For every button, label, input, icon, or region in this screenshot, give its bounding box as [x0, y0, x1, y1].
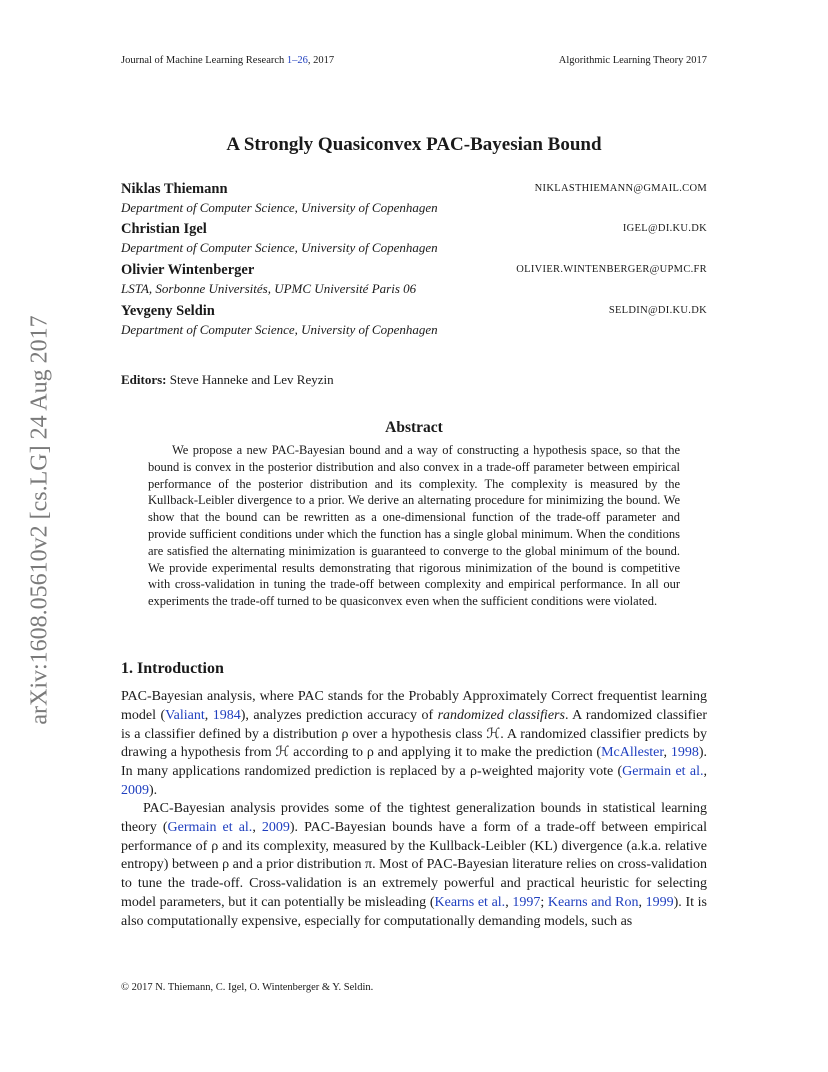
citation-link[interactable]: Germain et al. — [167, 819, 253, 835]
author-name: Niklas Thiemann — [121, 181, 228, 197]
citation-link[interactable]: McAllester — [601, 745, 664, 761]
author-block — [121, 221, 707, 256]
running-header-venue: Algorithmic Learning Theory 2017 — [558, 55, 707, 66]
editors-line — [121, 372, 334, 388]
citation-year-link[interactable]: 1997 — [512, 894, 541, 910]
emphasis: randomized classifiers — [437, 707, 565, 723]
citation-link[interactable]: Kearns et al. — [434, 894, 506, 910]
text-run: PAC-Bayesian analysis provides some of the tightest generalization bounds in statistical learning theory ( — [121, 801, 707, 835]
running-header-journal — [121, 55, 334, 66]
section-heading: 1. Introduction — [121, 660, 224, 677]
author-name: Yevgeny Seldin — [121, 303, 215, 319]
text-run: , — [252, 819, 262, 835]
author-name: Olivier Wintenberger — [121, 262, 255, 278]
author-email: OLIVIER.WINTENBERGER@UPMC.FR — [516, 264, 707, 275]
paper-title: A Strongly Quasiconvex PAC-Bayesian Bound — [226, 134, 602, 155]
text-run: ). — [149, 782, 158, 798]
text-run: PAC-Bayesian analysis, where PAC stands for the Probably Approximately Correct frequentist learning model ( — [121, 689, 707, 723]
arxiv-stamp — [10, 280, 70, 760]
author-affiliation: LSTA, Sorbonne Universités, UPMC Université Paris 06 — [121, 281, 417, 296]
text-run: ). It is also computationally expensive, especially for computationally demanding models, such as — [121, 894, 708, 929]
citation-link[interactable]: Valiant — [165, 707, 205, 723]
page-range-link[interactable]: 1–26 — [286, 55, 308, 66]
text-run: ), analyzes prediction accuracy of — [240, 707, 438, 723]
author-email: IGEL@DI.KU.DK — [622, 223, 707, 234]
citation-year-link[interactable]: 1998 — [670, 745, 699, 761]
text-run: , — [505, 894, 513, 910]
editors-names: Steve Hanneke and Lev Reyzin — [166, 372, 334, 387]
journal-year: , 2017 — [307, 55, 335, 66]
author-affiliation: Department of Computer Science, University of Copenhagen — [121, 322, 438, 337]
citation-year-link[interactable]: 2009 — [121, 782, 149, 798]
text-run: , — [703, 764, 707, 780]
text-run: , — [638, 894, 646, 910]
editors-label: Editors: — [121, 372, 167, 387]
citation-link[interactable]: Germain et al. — [622, 764, 704, 780]
text-run: . A randomized classifier is a classifier defined by a distribution ρ over a hypothesis class ℋ. A randomized classifier predicts by drawing a hypothesis from ℋ according to ρ and applying it to make the prediction ( — [121, 707, 708, 761]
text-run: ). In many applications randomized prediction is replaced by a ρ-weighted majority vote ( — [121, 745, 707, 780]
journal-name: Journal of Machine Learning Research — [121, 55, 287, 66]
abstract-heading: Abstract — [385, 419, 443, 436]
paragraph-1 — [121, 688, 707, 801]
text-run: ). PAC-Bayesian bounds have a form of a trade-off between empirical performance of ρ and its complexity, measured by the Kullback-Leibler (KL) divergence (a.k.a. relative entropy) between ρ and a prior distribution π. Most of PAC-Bayesian literature relies on cross-validation to tune the trade-off. Cross-validation is an extremely powerful and practical heuristic for selecting model parameters, but it can potentially be misleading ( — [121, 819, 707, 910]
text-run: , — [204, 707, 213, 723]
author-name: Christian Igel — [121, 221, 207, 237]
abstract-text: We propose a new PAC-Bayesian bound and a way of constructing a hypothesis space, so that the bound is convex in the posterior distribution and also convex in a trade-off parameter between empirical performance of the posterior distribution and its complexity. The complexity is measured by the Kullback-Leibler divergence to a prior. We derive an alternating procedure for minimizing the bound. We show that the bound can be rewritten as a one-dimensional function of the trade-off parameter and provide sufficient conditions under which the function has a single global minimum. When the conditions are satisfied the alternating minimization is guaranteed to converge to the global minimum of the bound. We provide experimental results demonstrating that rigorous minimization of the bound is competitive with cross-validation in tuning the trade-off between complexity and empirical performance. In all our experiments the trade-off turned to be quasiconvex even when the sufficient conditions were violated. — [148, 443, 680, 609]
author-email: SELDIN@DI.KU.DK — [608, 305, 707, 316]
citation-link[interactable]: Kearns and Ron — [547, 894, 639, 910]
text-run: ; — [540, 894, 548, 910]
author-block — [121, 303, 707, 338]
citation-year-link[interactable]: 1999 — [645, 894, 674, 910]
author-block — [121, 262, 707, 297]
author-block — [121, 181, 707, 216]
citation-year-link[interactable]: 2009 — [261, 819, 290, 835]
author-affiliation: Department of Computer Science, University of Copenhagen — [121, 240, 438, 255]
paragraph-2 — [121, 800, 707, 932]
author-affiliation: Department of Computer Science, University of Copenhagen — [121, 200, 438, 215]
citation-year-link[interactable]: 1984 — [212, 707, 241, 723]
arxiv-id: arXiv:1608.05610v2 [cs.LG] 24 Aug 2017 — [26, 315, 53, 725]
copyright-footer: © 2017 N. Thiemann, C. Igel, O. Wintenberger & Y. Seldin. — [121, 982, 374, 993]
text-run: , — [663, 745, 671, 761]
author-email: NIKLASTHIEMANN@GMAIL.COM — [534, 183, 707, 194]
